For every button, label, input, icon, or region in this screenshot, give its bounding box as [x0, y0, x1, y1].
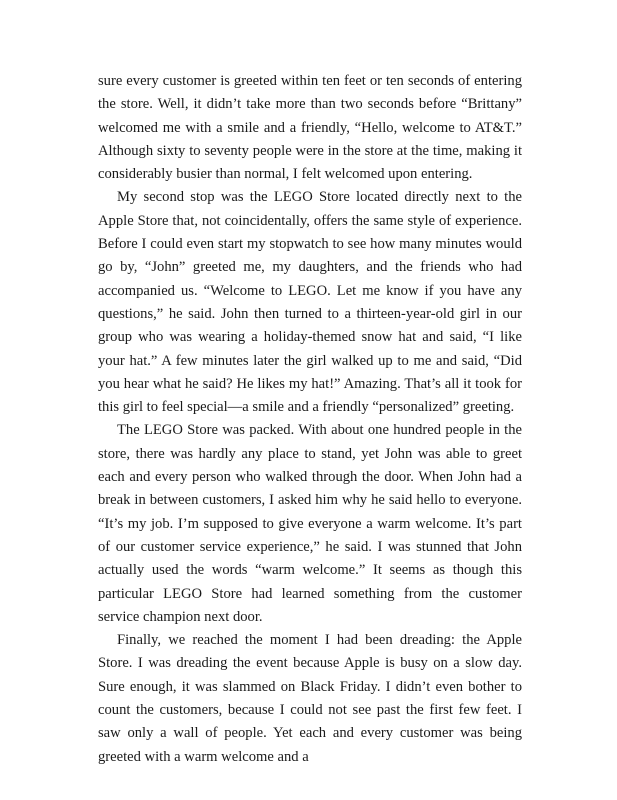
paragraph-lego-store-visit: My second stop was the LEGO Store located directly next to the Apple Store that, not coincidentally, offers the same style of experience. Before I could even start my stopwatch to see how many minutes would go by, “John” greeted me, my daughters, and the friends who had accompanied us. “Welcome to LEGO. Let me know if you have any questions,” he said. John then turned to a thirteen-year-old girl in our group who was wearing a holiday-themed snow hat and said, “I like your hat.” A few minutes later the girl walked up to me and said, “Did you hear what he said? He likes my hat!” Amazing. That’s all it took for this girl to feel special—a smile and a friendly “personalized” greeting.	[98, 189, 522, 416]
paragraph-apple-store: Finally, we reached the moment I had been dreading: the Apple Store. I was dreading the event because Apple is busy on a slow day. Sure enough, it was slammed on Black Friday. I didn’t even bother to count the customers, because I could not see past the first few feet. I saw only a wall of people. Yet each and every customer was being greeted with a warm welcome and a	[98, 632, 522, 765]
paragraph-lego-store-packed: The LEGO Store was packed. With about one hundred people in the store, there was hardly any place to stand, yet John was able to greet each and every person who walked through the door. When John had a break in between customers, I asked him why he said hello to everyone. “It’s my job. I’m supposed to give everyone a warm welcome. It’s part of our customer service experience,” he said. I was stunned that John actually used the words “warm welcome.” It seems as though this particular LEGO Store had learned something from the customer service champion next door.	[98, 422, 522, 625]
book-page	[98, 70, 522, 769]
paragraph-att-greeting: sure every customer is greeted within ten feet or ten seconds of entering the store. Well, it didn’t take more than two seconds before “Brittany” welcomed me with a smile and a friendly, “Hello, welcome to AT&T.” Although sixty to seventy people were in the store at the time, making it considerably busier than normal, I felt welcomed upon entering.	[98, 73, 522, 183]
